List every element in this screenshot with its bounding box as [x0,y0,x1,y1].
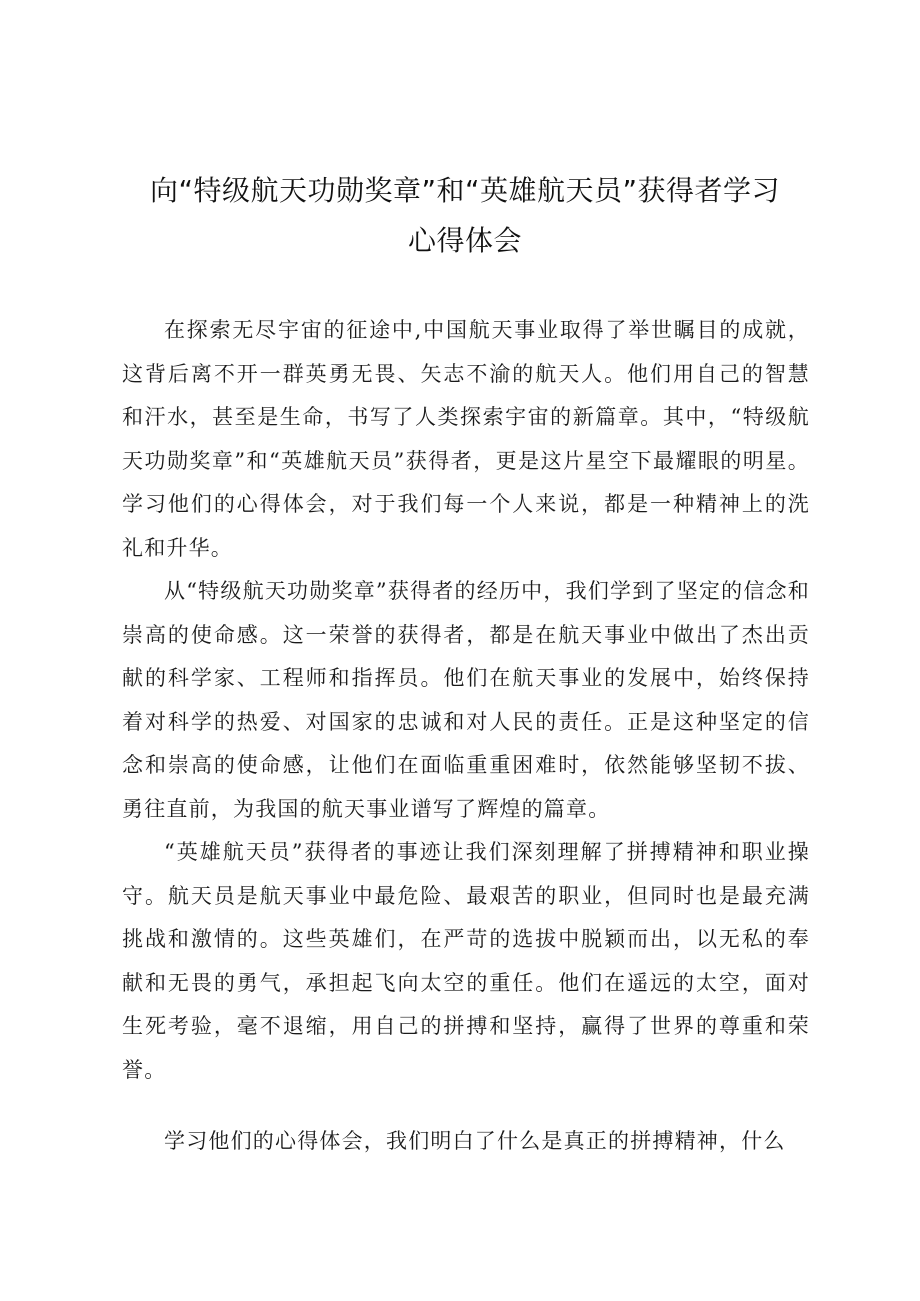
title-line-2: 心得体会 [407,224,522,257]
paragraph-3: “英雄航天员”获得者的事迹让我们深刻理解了拼搏精神和职业操守。航天员是航天事业中最危险、最艰苦的职业，但同时也是最充满挑战和激情的。这些英雄们，在严苛的选拔中脱颖而出，以无私的奉献和无畏的勇气，承担起飞向太空的重任。他们在遥远的太空，面对生死考验，毫不退缩，用自己的拼搏和坚持，赢得了世界的尊重和荣誉。 [122,840,810,1082]
title-line-1: 向“特级航天功勋奖章”和“英雄航天员”获得者学习 [149,174,781,207]
document-title [120,166,810,266]
paragraph-1: 在探索无尽宇宙的征途中,中国航天事业取得了举世瞩目的成就，这背后离不开一群英勇无畏、矢志不渝的航天人。他们用自己的智慧和汗水，甚至是生命，书写了人类探索宇宙的新篇章。其中，“特级航天功勋奖章”和“英雄航天员”获得者，更是这片星空下最耀眼的明星。学习他们的心得体会，对于我们每一个人来说，都是一种精神上的洗礼和升华。 [122,318,810,560]
paragraph-2: 从“特级航天功勋奖章”获得者的经历中，我们学到了坚定的信念和崇高的使命感。这一荣誉的获得者，都是在航天事业中做出了杰出贡献的科学家、工程师和指挥员。他们在航天事业的发展中，始终保持着对科学的热爱、对国家的忠诚和对人民的责任。正是这种坚定的信念和崇高的使命感，让他们在面临重重困难时，依然能够坚韧不拔、勇往直前，为我国的航天事业谱写了辉煌的篇章。 [122,579,810,821]
paragraph-4: 学习他们的心得体会，我们明白了什么是真正的拼搏精神，什么 [164,1129,786,1153]
document-body [122,309,810,1164]
